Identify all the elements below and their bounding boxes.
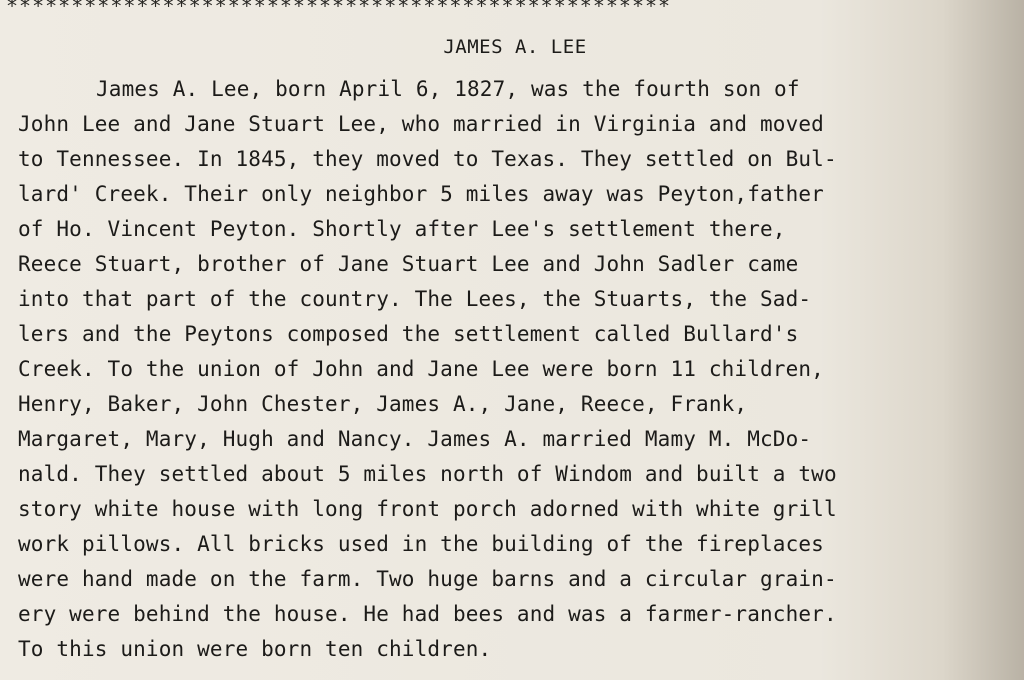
text-line: lers and the Peytons composed the settlement called Bullard's — [18, 322, 799, 346]
text-line: were hand made on the farm. Two huge barns and a circular grain- — [18, 567, 837, 591]
text-line: to Tennessee. In 1845, they moved to Texas. They settled on Bul- — [18, 147, 837, 171]
text-line: lard' Creek. Their only neighbor 5 miles away was Peyton,father — [18, 182, 824, 206]
text-line: Margaret, Mary, Hugh and Nancy. James A. married Mamy M. McDo- — [18, 427, 812, 451]
asterisk-border: *************************************************** — [6, 0, 672, 18]
text-line: John Lee and Jane Stuart Lee, who married in Virginia and moved — [18, 112, 824, 136]
text-line: Creek. To the union of John and Jane Lee were born 11 children, — [18, 357, 824, 381]
text-line: To this union were born ten children. — [18, 637, 492, 661]
text-line: story white house with long front porch adorned with white grill — [18, 497, 837, 521]
text-line: nald. They settled about 5 miles north of Windom and built a two — [18, 462, 837, 486]
text-line: James A. Lee, born April 6, 1827, was the fourth son of — [96, 77, 800, 101]
body-text — [18, 72, 1018, 667]
text-line: ery were behind the house. He had bees and was a farmer-rancher. — [18, 602, 837, 626]
text-line: of Ho. Vincent Peyton. Shortly after Lee's settlement there, — [18, 217, 786, 241]
document-title: JAMES A. LEE — [443, 36, 587, 58]
text-line: into that part of the country. The Lees, the Stuarts, the Sad- — [18, 287, 812, 311]
text-line: Henry, Baker, John Chester, James A., Jane, Reece, Frank, — [18, 392, 748, 416]
text-line: Reece Stuart, brother of Jane Stuart Lee and John Sadler came — [18, 252, 799, 276]
text-line: work pillows. All bricks used in the building of the fireplaces — [18, 532, 824, 556]
